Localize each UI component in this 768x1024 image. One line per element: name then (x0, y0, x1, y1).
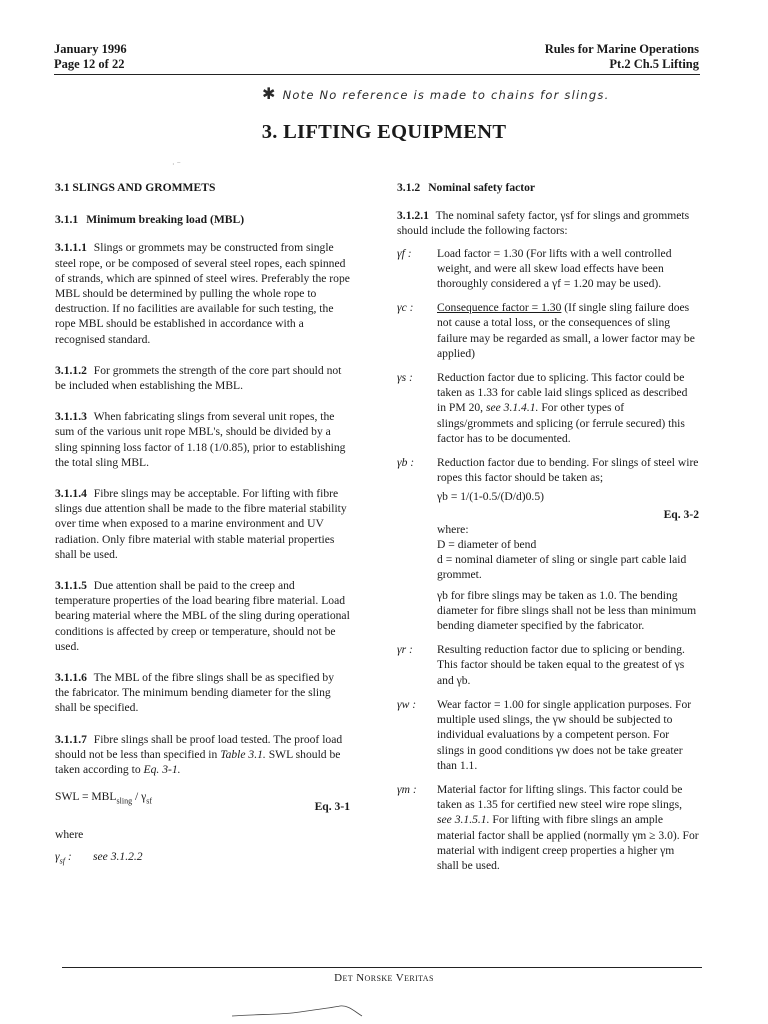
paragraph-text: Fibre slings may be acceptable. For lifting with fibre slings due attention shall be made to the fibre material stability over time when exposed to a marine environment and UV radiation. Only fibre material with stable material properties shall be used. (55, 487, 347, 561)
asterisk-mark-icon: ✱ (262, 84, 277, 103)
definition-symbol: $\gamma_{sf}$ : (55, 849, 72, 865)
factor-text: Reduction factor due to splicing. This factor could be taken as 1.33 for cable laid slings spliced as described in PM 20, see 3.1.4.1. For other types of slings/grommets and splicing (or ferrule secured) this factor has to be documented. (437, 371, 688, 445)
header-part: Pt.2 Ch.5 Lifting (609, 56, 699, 71)
paragraph-3-1-1-7 (55, 732, 350, 778)
paragraph-number: 3.1.2.1 (397, 209, 429, 223)
factor-bending (397, 455, 699, 633)
header-right (520, 42, 699, 71)
paragraph-number: 3.1.1.5 (55, 579, 87, 593)
paragraph-text: The nominal safety factor, γsf for slings and grommets should include the following factors: (397, 209, 690, 238)
right-column (397, 180, 699, 873)
header-divider (54, 74, 700, 75)
paragraph-3-1-1-2 (55, 363, 350, 393)
swl-expression: SWL = $MBL_{sling} / \gamma_{sf}$ (55, 790, 153, 806)
factor-symbol: γw : (397, 697, 417, 711)
bending-formula: γb = 1/(1-0.5/(D/d)0.5) (437, 490, 544, 504)
header-date: January 1996 (54, 42, 127, 56)
definition-row (55, 849, 350, 869)
where-label: where (55, 828, 84, 842)
equation-reference: Eq. 3-1. (143, 763, 181, 777)
paragraph-text-cont: SWL should be taken according to (55, 747, 341, 777)
paragraph-number: 3.1.1.2 (55, 363, 87, 377)
factor-splicing (397, 370, 699, 446)
paragraph-text: For grommets the strength of the core part should not be included when establishing the MBL. (55, 363, 342, 393)
equation-label-3-2: Eq. 3-2 (663, 507, 699, 521)
factor-consequence (397, 300, 699, 361)
subsection-heading-3-1-2 (397, 180, 699, 195)
header-left (54, 42, 127, 71)
heading-text: Minimum breaking load (MBL) (86, 213, 245, 227)
handwritten-note (262, 84, 609, 103)
where-label: where: (437, 522, 469, 536)
factor-material (397, 782, 699, 873)
factor-symbol: γr : (397, 643, 413, 657)
scan-speck: · ⁻ (172, 160, 181, 169)
paragraph-number: 3.1.1.3 (55, 410, 87, 424)
paragraph-3-1-1-6 (55, 670, 350, 716)
paragraph-number: 3.1.1.4 (55, 487, 87, 501)
paragraph-number: 3.1.1.7 (55, 732, 87, 746)
factor-wear (397, 697, 699, 773)
footer-divider (62, 967, 702, 968)
paragraph-number: 3.1.1.6 (55, 671, 87, 685)
paragraph-3-1-2-1 (397, 208, 699, 238)
heading-number: 3.1.2 (397, 181, 421, 194)
swl-formula (55, 789, 350, 814)
paragraph-text: The MBL of the fibre slings shall be as specified by the fabricator. The minimum bending diameter for the sling shall be specified. (55, 671, 334, 715)
section-reference: see 3.1.4.1. (485, 401, 539, 415)
scribble-mark-icon (230, 1002, 370, 1020)
handwritten-note-text: Note No reference is made to chains for slings. (282, 88, 610, 102)
subsection-heading-3-1-1 (55, 212, 350, 227)
definition-text: see 3.1.2.2 (93, 849, 143, 863)
fibre-bending-note: γb for fibre slings may be taken as 1.0. The bending diameter for fibre slings shall not be less than minimum bending diameter specified by the fabricator. (437, 588, 697, 633)
header-page-number: Page 12 of 22 (54, 56, 125, 71)
factor-load (397, 246, 699, 292)
underlined-text: Consequence factor = 1.30 (437, 301, 562, 315)
heading-number: 3.1.1 (55, 213, 79, 227)
definition-D: D = diameter of bend (437, 538, 537, 552)
heading-text: Nominal safety factor (428, 181, 536, 194)
factor-text: Reduction factor due to bending. For slings of steel wire ropes this factor should be taken as; γb = 1/(1-0.5/(D/d)0.5) Eq. 3-2 where: D = diameter of bend d = nominal diameter of sling or single part cable laid grommet. γb for fibre slings may be taken as 1.0. The bending diameter for fibre slings shall not be less than minimum bending diameter specified by the fabricator. (437, 456, 699, 633)
paragraph-3-1-1-3 (55, 409, 350, 470)
paragraph-number: 3.1.1.1 (55, 241, 87, 255)
header-rules-title: Rules for Marine Operations (544, 42, 699, 56)
paragraph-3-1-1-5 (55, 578, 350, 654)
factor-text: Resulting reduction factor due to splicing or bending. This factor should be taken equal to the greatest of γs and γb. (437, 643, 685, 687)
factor-text: Consequence factor = 1.30 (If single sling failure does not cause a total loss, or the consequences of sling failure may be regarded as small, a lower factor may be applied) (437, 301, 695, 360)
factor-symbol: γf : (397, 246, 412, 260)
factor-text: Material factor for lifting slings. This factor could be taken as 1.35 for certified new steel wire rope slings, see 3.1.5.1. For lifting with fibre slings an ample material factor shall be applied (normally γm ≥ 3.0). For material with indigent creep properties a higher γm shall be used. (437, 782, 699, 872)
paragraph-text: When fabricating slings from several unit ropes, the sum of the various unit rope MBL's, should be divided by a sling spinning loss factor of 1.18 (1/0.85), prior to establishing the total sling MBL. (55, 410, 346, 469)
equation-label-3-1: Eq. 3-1 (314, 800, 350, 814)
section-heading-3-1: 3.1 SLINGS AND GROMMETS (55, 181, 216, 194)
paragraph-text: Slings or grommets may be constructed from single steel rope, or be composed of several steel ropes, each spinned of strands, which are spinned of steel wires. Preferably the rope MBL should be determined by pulling the whole rope to destruction. If no facilities are available for such testing, the rope MBL should be established in accordance with a recognised standard. (55, 241, 350, 346)
paragraph-3-1-1-1 (55, 240, 350, 346)
footer-publisher: Det Norske Veritas (334, 972, 434, 984)
factor-symbol: γm : (397, 782, 417, 796)
section-reference: see 3.1.5.1. (437, 813, 490, 827)
paragraph-text: Due attention shall be paid to the creep and temperature properties of the load bearing fibre material. Load bearing material where the MBL of the sling during operational conditions is affected by creep or temperature, should not be used. (55, 579, 350, 653)
paragraph-3-1-1-4 (55, 486, 350, 562)
factor-text: Wear factor = 1.00 for single application purposes. For multiple used slings, the γw should be subjected to individual evaluations by a competent person. For slings in good conditions γw does not be take greater than 1.1. (437, 697, 692, 772)
left-column (55, 180, 350, 868)
factor-symbol: γc : (397, 301, 414, 315)
factor-resulting (397, 642, 699, 688)
table-reference: Table 3.1. (220, 747, 266, 761)
paragraph-text: Fibre slings shall be proof load tested. The proof load should not be less than specified in (55, 732, 343, 761)
factor-symbol: γb : (397, 456, 415, 470)
factor-text: Load factor = 1.30 (For lifts with a well controlled weight, and were all skew load effects have been thoroughly considered a γf = 1.20 may be used). (437, 246, 672, 291)
definition-d: d = nominal diameter of sling or single part cable laid grommet. (437, 553, 687, 582)
factor-symbol: γs : (397, 371, 413, 385)
page-title: 3. LIFTING EQUIPMENT (261, 121, 507, 143)
